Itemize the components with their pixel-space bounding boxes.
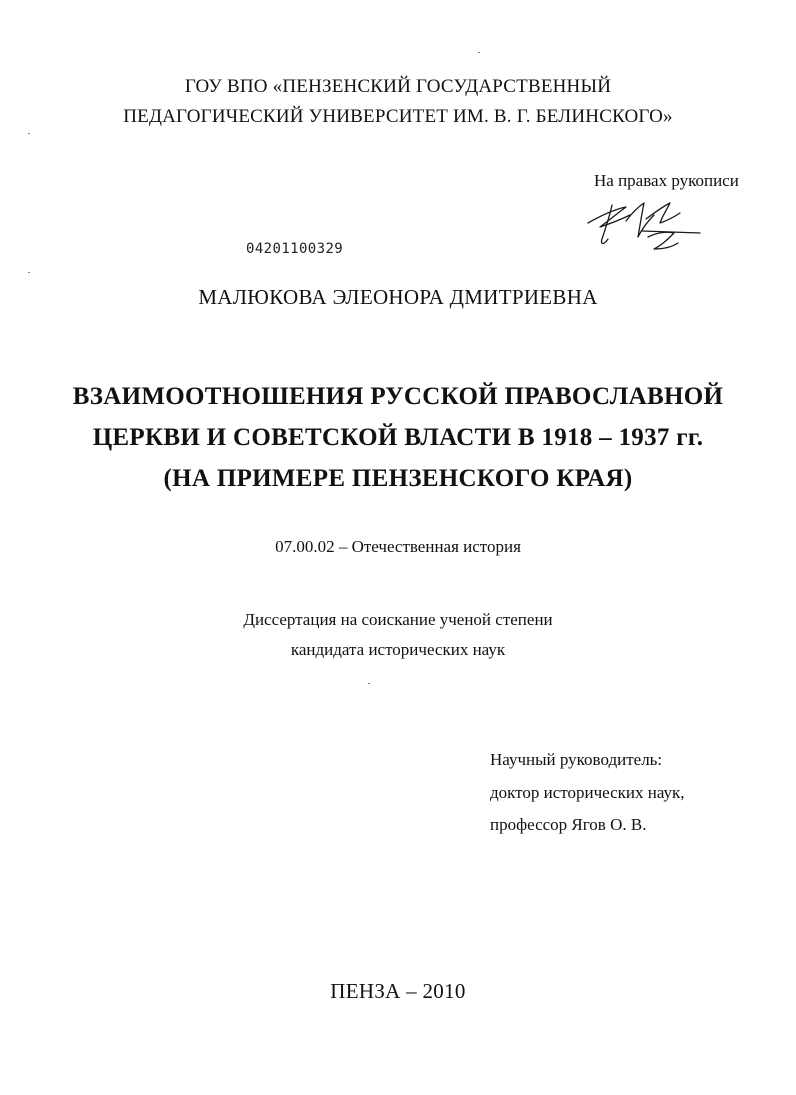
supervisor-heading: Научный руководитель: [490, 750, 663, 769]
supervisor-name: профессор Ягов О. В. [490, 815, 647, 834]
archive-number: 04201100329 [246, 241, 344, 257]
scan-speck [28, 272, 30, 273]
institution-line-1: ГОУ ВПО «ПЕНЗЕНСКИЙ ГОСУДАРСТВЕННЫЙ [184, 76, 612, 97]
rights-note: На правах рукописи [594, 171, 739, 190]
handwritten-signature [582, 193, 702, 259]
dissertation-line-2: кандидата исторических наук [290, 640, 506, 659]
title-line-2: ЦЕРКВИ И СОВЕТСКОЙ ВЛАСТИ В 1918 – 1937 гг. [92, 424, 704, 451]
scan-speck [478, 52, 480, 53]
title-line-1: ВЗАИМООТНОШЕНИЯ РУССКОЙ ПРАВОСЛАВНОЙ [72, 383, 724, 410]
institution-line-2: ПЕДАГОГИЧЕСКИЙ УНИВЕРСИТЕТ ИМ. В. Г. БЕЛИНСКОГО» [123, 106, 673, 127]
scan-speck [368, 683, 370, 684]
author-name: МАЛЮКОВА ЭЛЕОНОРА ДМИТРИЕВНА [198, 285, 598, 309]
dissertation-line-1: Диссертация на соискание ученой степени [243, 610, 553, 629]
specialty-code: 07.00.02 – Отечественная история [275, 537, 521, 556]
title-line-3: (НА ПРИМЕРЕ ПЕНЗЕНСКОГО КРАЯ) [163, 465, 633, 492]
scan-speck [28, 133, 30, 134]
supervisor-degree: доктор исторических наук, [490, 783, 685, 802]
city-year: ПЕНЗА – 2010 [330, 979, 466, 1003]
